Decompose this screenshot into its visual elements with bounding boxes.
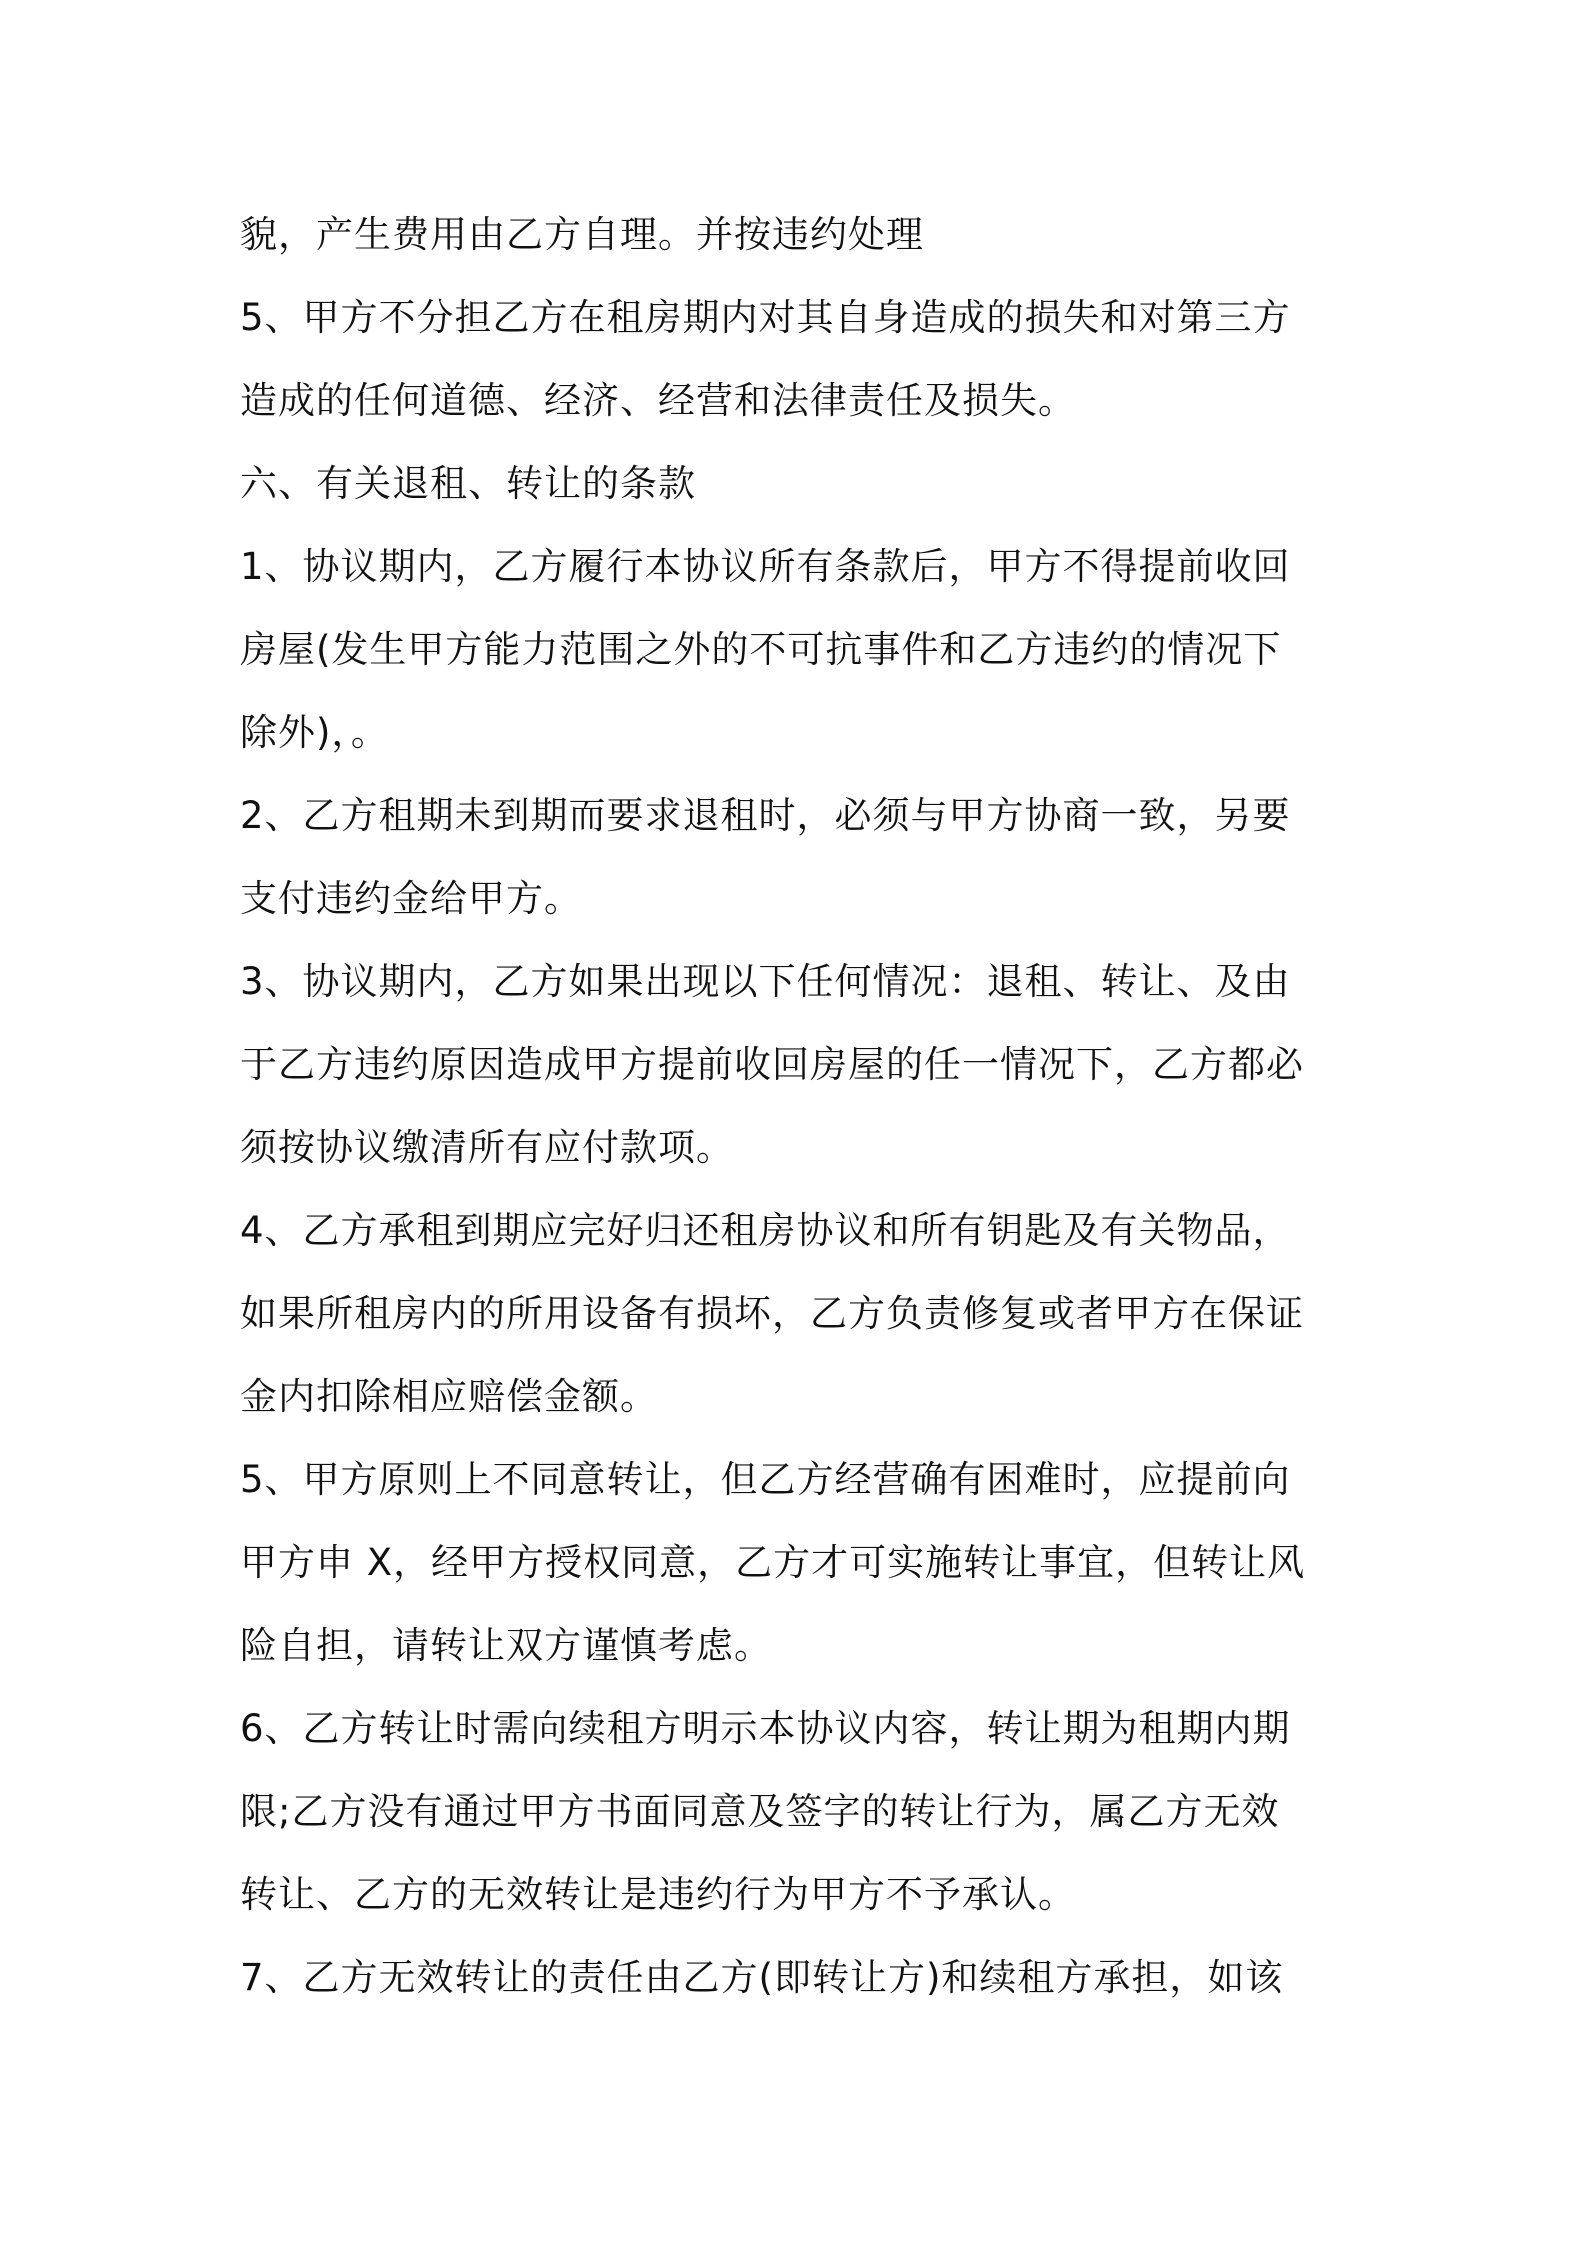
text-line: 除外)，。 <box>240 711 389 754</box>
text-line: 支付违约金给甲方。 <box>240 877 582 920</box>
text-line: 1、协议期内，乙方履行本协议所有条款后，甲方不得提前收回 <box>240 545 1291 588</box>
section-heading: 六、有关退租、转让的条款 <box>240 462 696 505</box>
text-line: 转让、乙方的无效转让是违约行为甲方不予承认。 <box>240 1873 1076 1916</box>
text-line: 限;乙方没有通过甲方书面同意及签字的转让行为，属乙方无效 <box>240 1790 1280 1833</box>
text-line: 险自担，请转让双方谨慎考虑。 <box>240 1624 772 1667</box>
contract-text-body <box>240 193 1356 2019</box>
text-line: 造成的任何道德、经济、经营和法律责任及损失。 <box>240 379 1076 422</box>
text-line: 7、乙方无效转让的责任由乙方(即转让方)和续租方承担，如该 <box>240 1956 1284 1999</box>
text-line: 于乙方违约原因造成甲方提前收回房屋的任一情况下，乙方都必 <box>240 1043 1304 1086</box>
text-line: 房屋(发生甲方能力范围之外的不可抗事件和乙方违约的情况下 <box>240 628 1282 671</box>
text-line: 5、甲方原则上不同意转让，但乙方经营确有困难时，应提前向 <box>240 1458 1291 1501</box>
text-line: 5、甲方不分担乙方在租房期内对其自身造成的损失和对第三方 <box>240 296 1291 339</box>
text-line: 6、乙方转让时需向续租方明示本协议内容，转让期为租期内期 <box>240 1707 1291 1750</box>
text-line: 甲方申 X，经甲方授权同意，乙方才可实施转让事宜，但转让风 <box>240 1541 1306 1584</box>
text-line: 须按协议缴清所有应付款项。 <box>240 1126 734 1169</box>
text-line: 3、协议期内，乙方如果出现以下任何情况：退租、转让、及由 <box>240 960 1291 1003</box>
text-line: 如果所租房内的所用设备有损坏，乙方负责修复或者甲方在保证 <box>240 1292 1304 1335</box>
text-line: 金内扣除相应赔偿金额。 <box>240 1375 658 1418</box>
text-line: 貌，产生费用由乙方自理。并按违约处理 <box>240 213 924 256</box>
text-line: 2、乙方租期未到期而要求退租时，必须与甲方协商一致，另要 <box>240 794 1291 837</box>
text-line: 4、乙方承租到期应完好归还租房协议和所有钥匙及有关物品， <box>240 1209 1291 1252</box>
